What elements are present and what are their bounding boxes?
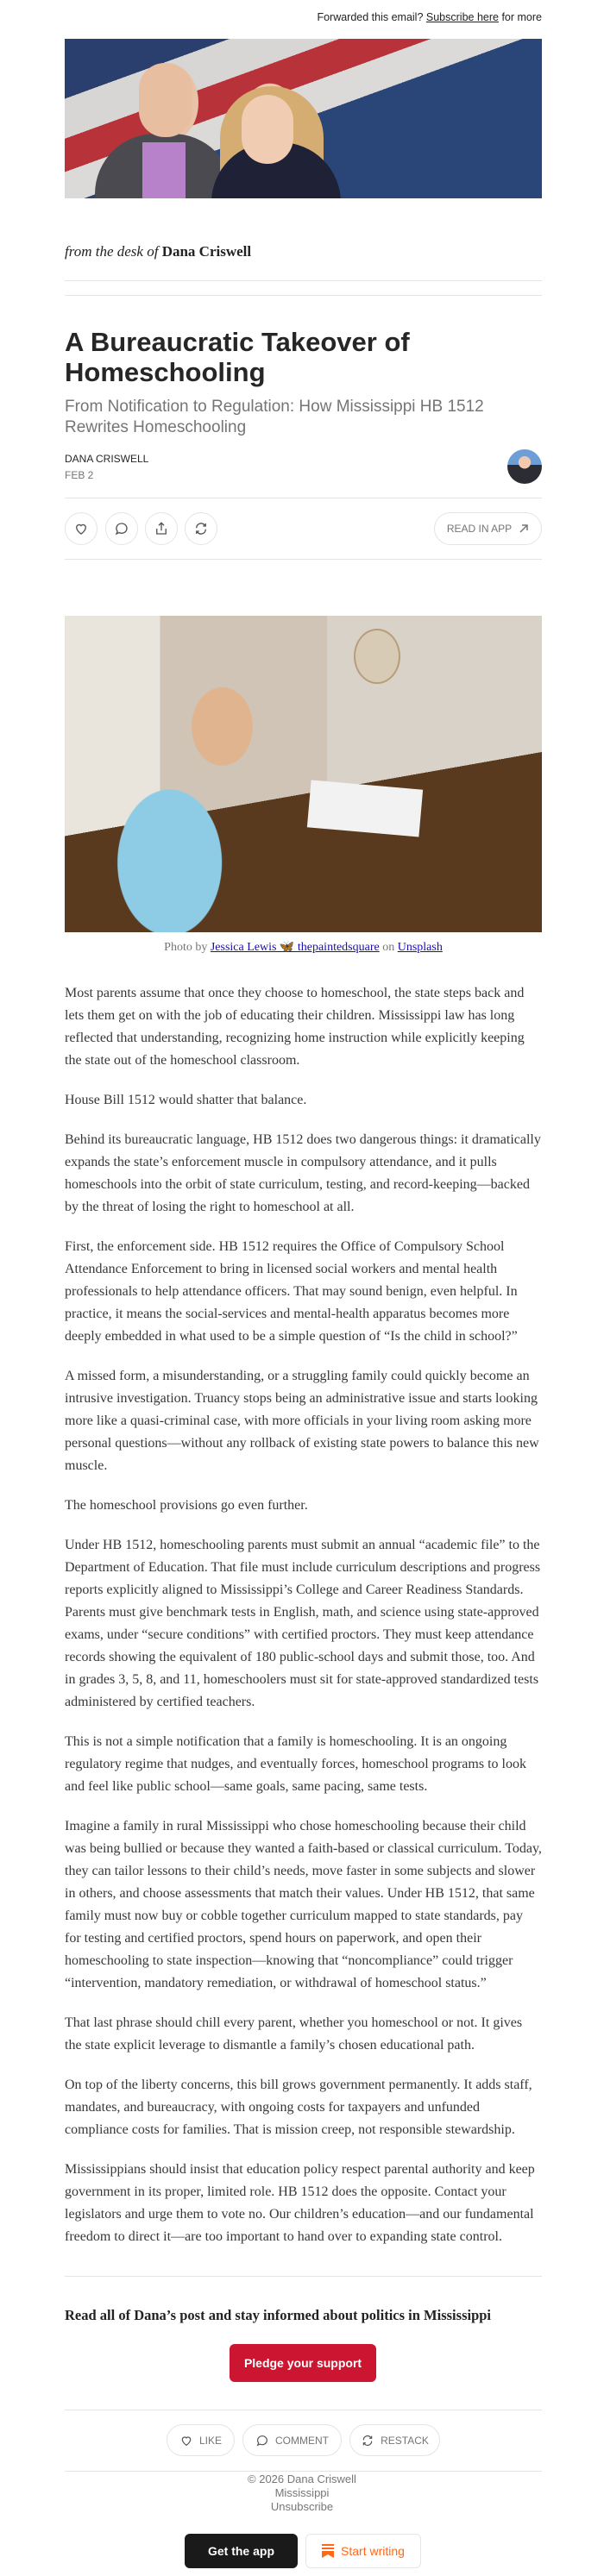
article-body: [65, 982, 542, 2266]
share-icon: [154, 521, 169, 536]
paragraph: On top of the liberty concerns, this bill grows government permanently. It adds staff, mandates, and bureaucracy, with ongoing costs for taxpayers and unfunded compliance costs for families. That is mission creep, not responsible stewardship.: [65, 2078, 532, 2137]
divider: [65, 2471, 542, 2472]
paragraph: Mississippians should insist that education policy respect parental authority and keep government in its proper, limited role. HB 1512 does the opposite. Contact your legislators and urge them to vote no. Our children’s education—and our fundamental freedom to direct it—are too important to hand over to expanding state control.: [65, 2162, 535, 2244]
comment-icon: [255, 2434, 269, 2448]
paragraph: This is not a simple notification that a family is homeschooling. It is an ongoing regulatory regime that nudges, and eventually forces, homeschool programs to look and feel like public school—same goals, same pacing, same tests.: [65, 1734, 526, 1794]
masthead: from the desk of Dana Criswell: [65, 243, 252, 260]
paragraph: First, the enforcement side. HB 1512 requires the Office of Compulsory School Attendance Enforcement to bring in licensed social workers and mental health professionals to help attendance officers. That may sound benign, even helpful. In practice, it means the social-services and mental-health apparatus becomes more deeply embedded in what used to be a simple question of “Is the child in school?”: [65, 1239, 518, 1344]
copyright: © 2026 Dana Criswell: [248, 2473, 356, 2485]
like-button[interactable]: [65, 512, 98, 545]
substack-logo-icon: [322, 2544, 334, 2558]
paragraph: Behind its bureaucratic language, HB 1512 does two dangerous things: it dramatically expands the state’s enforcement muscle in compulsory attendance, and it pulls homeschools into the orbit of state curriculum, testing, and record-keeping—backed by the threat of losing the right to homeschool at all.: [65, 1132, 541, 1214]
author-avatar[interactable]: [507, 449, 542, 484]
get-app-button[interactable]: Get the app: [185, 2534, 298, 2568]
article-photo[interactable]: [65, 616, 542, 932]
paragraph: Imagine a family in rural Mississippi who chose homeschooling because their child was being bullied or because they wanted a faith-based or classical curriculum. Today, they can tailor lessons to their child’s needs, move faster in some subjects and slower in others, and choose assessments that match their values. Under HB 1512, that same family must now buy or cobble together curriculum mapped to state standards, pay for testing and certified proctors, spend hours on paperwork, and open their homeschooling to state inspection—knowing that “noncompliance” could trigger “intervention, mandatory remediation, or withdrawal of homeschool status.”: [65, 1819, 542, 1990]
paragraph: Most parents assume that once they choose to homeschool, the state steps back and lets them get on with the job of educating their children. Mississippi law has long reflected that understanding, recognizing home instruction while explicitly keeping the state out of the homeschool classroom.: [65, 986, 525, 1068]
heart-icon: [179, 2434, 193, 2448]
restack-button[interactable]: [185, 512, 217, 545]
paragraph: The homeschool provisions go even further.: [65, 1498, 308, 1513]
unsplash-link[interactable]: Unsplash: [397, 941, 443, 954]
heart-icon: [73, 521, 89, 536]
paragraph: Under HB 1512, homeschooling parents must submit an annual “academic file” to the Department of Education. That file must include curriculum descriptions and progress reports explicitly aligned to Mississippi’s College and Career Readiness Standards. Parents must give benchmark tests in English, math, and science using state-approved exams, under “secure conditions” with certified proctors. They must keep attendance records showing the equivalent of 180 public-school days and submit those, too. And in grades 3, 5, 8, and 11, homeschoolers must sit for state-approved standardized tests administered by certified teachers.: [65, 1538, 541, 1709]
start-writing-button[interactable]: Start writing: [305, 2534, 421, 2568]
read-in-app-button[interactable]: READ IN APP: [434, 512, 542, 545]
pledge-support-button[interactable]: Pledge your support: [230, 2344, 376, 2382]
paragraph: That last phrase should chill every parent, whether you homeschool or not. It gives the state explicit leverage to dismantle a family’s chosen educational path.: [65, 2015, 523, 2053]
post-subtitle: From Notification to Regulation: How Mississippi HB 1512 Rewrites Homeschooling: [65, 398, 484, 436]
comment-icon: [114, 521, 129, 536]
forwarded-notice: Forwarded this email? Subscribe here for more: [317, 11, 542, 23]
location: Mississippi: [274, 2486, 330, 2499]
header-image: [65, 39, 542, 198]
unsubscribe-link[interactable]: Unsubscribe: [270, 2500, 334, 2513]
divider: [65, 2276, 542, 2277]
cta-text: Read all of Dana’s post and stay informed about politics in Mississippi: [65, 2307, 492, 2323]
comment-button[interactable]: [105, 512, 138, 545]
divider: [65, 295, 542, 296]
divider: [65, 280, 542, 281]
post-date: FEB 2: [65, 469, 94, 481]
post-title[interactable]: A Bureaucratic Takeover of Homeschooling: [65, 327, 410, 387]
subscribe-link[interactable]: Subscribe here: [425, 11, 499, 23]
photographer-link[interactable]: Jessica Lewis 🦋 thepaintedsquare: [210, 941, 380, 954]
comment-pill-button[interactable]: COMMENT: [242, 2424, 342, 2456]
restack-icon: [193, 521, 209, 536]
arrow-up-right-icon: [519, 523, 529, 534]
footer: [0, 2473, 604, 2514]
photo-caption: Photo by Jessica Lewis 🦋 thepaintedsquare on Unsplash: [164, 941, 443, 954]
restack-icon: [361, 2434, 374, 2448]
divider: [65, 559, 542, 560]
share-button[interactable]: [145, 512, 178, 545]
paragraph: House Bill 1512 would shatter that balance.: [65, 1093, 307, 1107]
like-pill-button[interactable]: LIKE: [167, 2424, 235, 2456]
paragraph: A missed form, a misunderstanding, or a struggling family could quickly become an intrusive investigation. Truancy stops being an administrative issue and starts looking more like a quasi-criminal case, with more officials in your living room asking more personal questions—without any rollback of existing state powers to balance this new muscle.: [65, 1369, 539, 1473]
restack-pill-button[interactable]: RESTACK: [349, 2424, 440, 2456]
author-name[interactable]: DANA CRISWELL: [65, 453, 149, 465]
